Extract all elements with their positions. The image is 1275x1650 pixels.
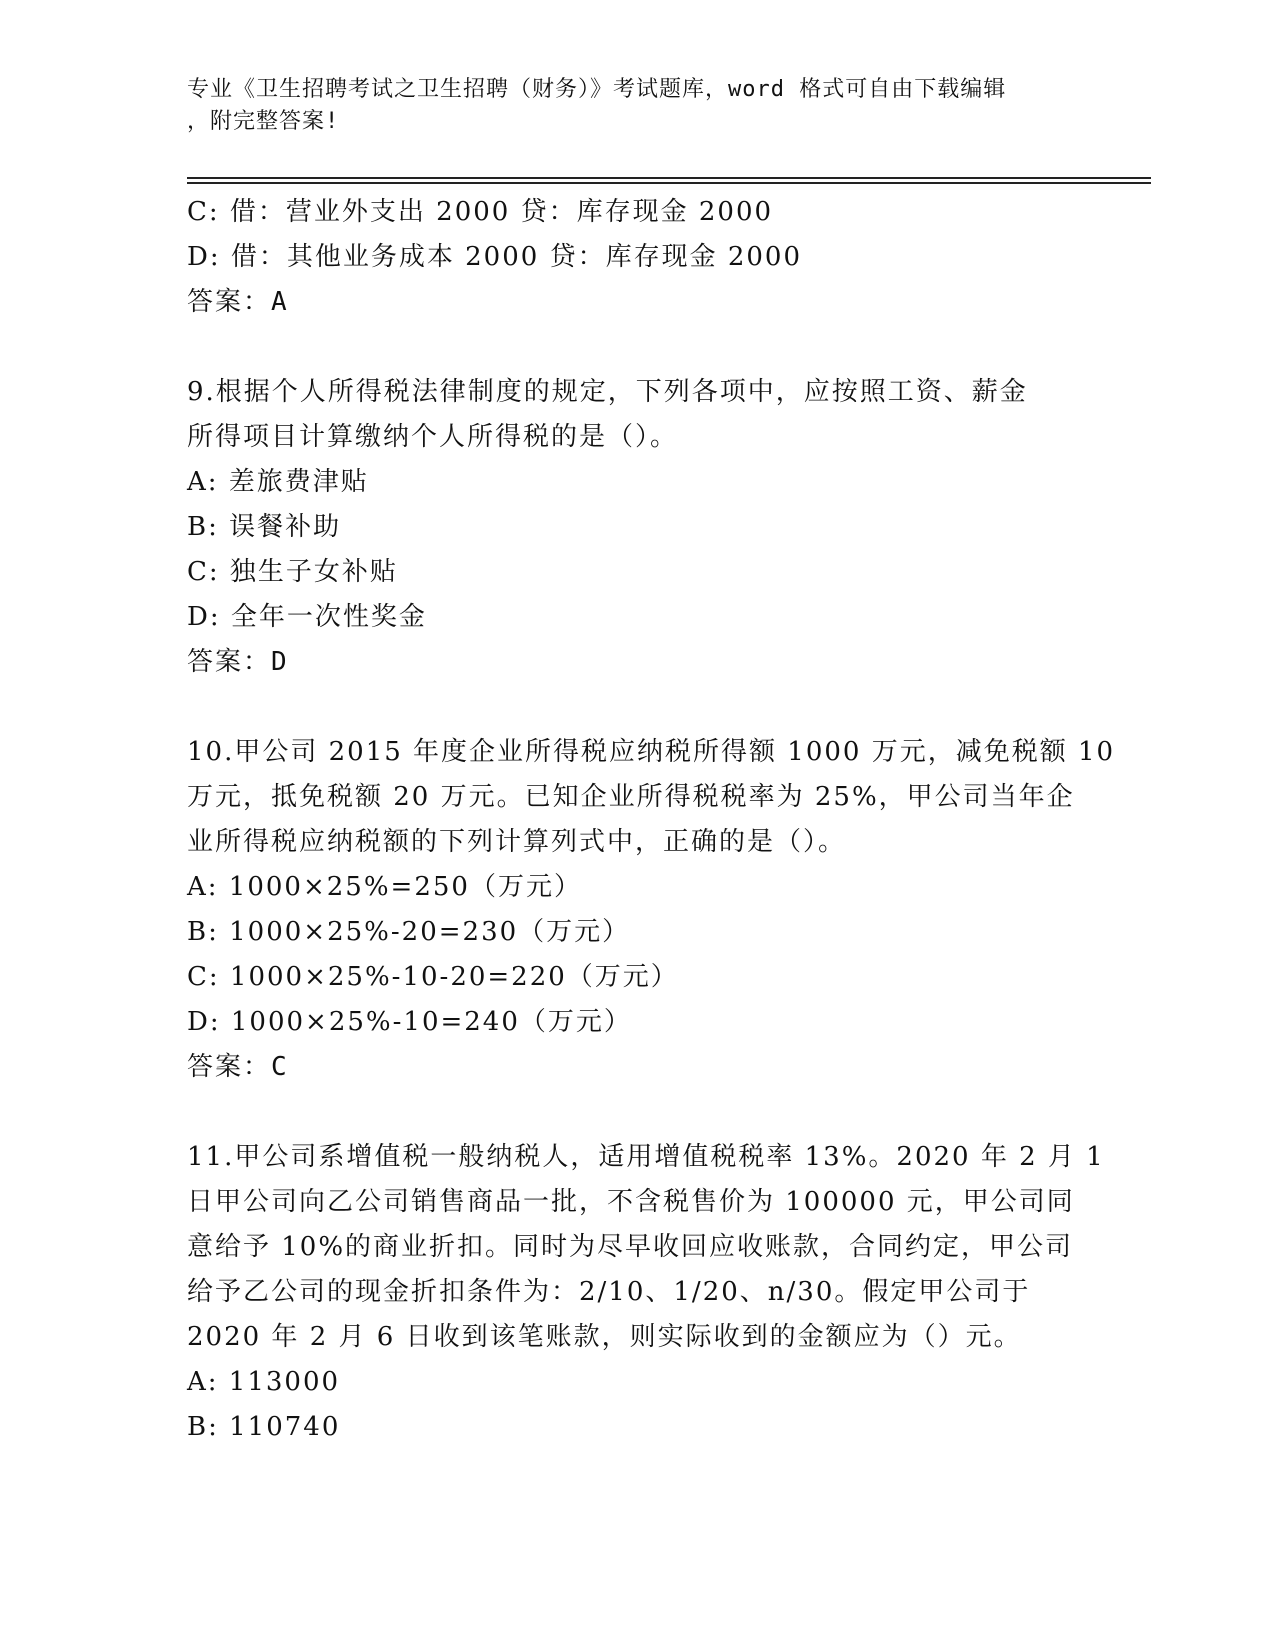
question-stem: 万元，抵免税额 20 万元。已知企业所得税税率为 25%，甲公司当年企 — [187, 782, 1075, 812]
header-line-2: ，附完整答案! — [187, 109, 340, 134]
option-a: A: 113000 — [187, 1367, 341, 1397]
option-a: A: 1000×25%=250（万元） — [187, 872, 582, 902]
spacer — [187, 1090, 1087, 1135]
option-c: C: 借：营业外支出 2000 贷：库存现金 2000 — [187, 197, 774, 227]
question-stem: 业所得税应纳税额的下列计算列式中，正确的是（）。 — [187, 827, 847, 857]
question-stem: 意给予 10%的商业折扣。同时为尽早收回应收账款，合同约定，甲公司 — [187, 1232, 1074, 1262]
question-content — [187, 190, 1116, 1450]
option-d: D: 借：其他业务成本 2000 贷：库存现金 2000 — [187, 242, 803, 272]
question-stem: 日甲公司向乙公司销售商品一批，不含税售价为 100000 元，甲公司同 — [187, 1187, 1075, 1217]
question-9 — [187, 370, 1087, 685]
option-d: D: 全年一次性奖金 — [187, 602, 427, 632]
question-10 — [187, 730, 1116, 1090]
question-stem: 11.甲公司系增值税一般纳税人，适用增值税税率 13%。2020 年 2 月 1 — [187, 1142, 1105, 1172]
option-c: C: 1000×25%-10-20=220（万元） — [187, 962, 679, 992]
question-stem: 10.甲公司 2015 年度企业所得税应纳税所得额 1000 万元，减免税额 10 — [187, 737, 1116, 767]
header-line-1: 专业《卫生招聘考试之卫生招聘（财务）》考试题库，word 格式可自由下载编辑 — [187, 77, 1007, 102]
option-b: B: 1000×25%-20=230（万元） — [187, 917, 631, 947]
header-divider-bottom — [187, 182, 1151, 184]
answer: 答案：D — [187, 647, 289, 677]
question-8-tail — [187, 190, 1087, 325]
question-stem: 所得项目计算缴纳个人所得税的是（）。 — [187, 422, 679, 452]
option-d: D: 1000×25%-10=240（万元） — [187, 1007, 632, 1037]
header-divider-top — [187, 177, 1151, 179]
option-c: C: 独生子女补贴 — [187, 557, 398, 587]
option-b: B: 110740 — [187, 1412, 341, 1442]
question-stem: 2020 年 2 月 6 日收到该笔账款，则实际收到的金额应为（）元。 — [187, 1322, 1022, 1352]
spacer — [187, 325, 1087, 370]
answer: 答案：C — [187, 1052, 289, 1082]
question-stem: 9.根据个人所得税法律制度的规定，下列各项中，应按照工资、薪金 — [187, 377, 1028, 407]
question-stem: 给予乙公司的现金折扣条件为：2/10、1/20、n/30。假定甲公司于 — [187, 1277, 1031, 1307]
answer: 答案：A — [187, 287, 289, 317]
spacer — [187, 685, 1087, 730]
option-b: B: 误餐补助 — [187, 512, 342, 542]
question-11 — [187, 1135, 1105, 1450]
option-a: A: 差旅费津贴 — [187, 467, 369, 497]
document-header — [187, 74, 1067, 138]
